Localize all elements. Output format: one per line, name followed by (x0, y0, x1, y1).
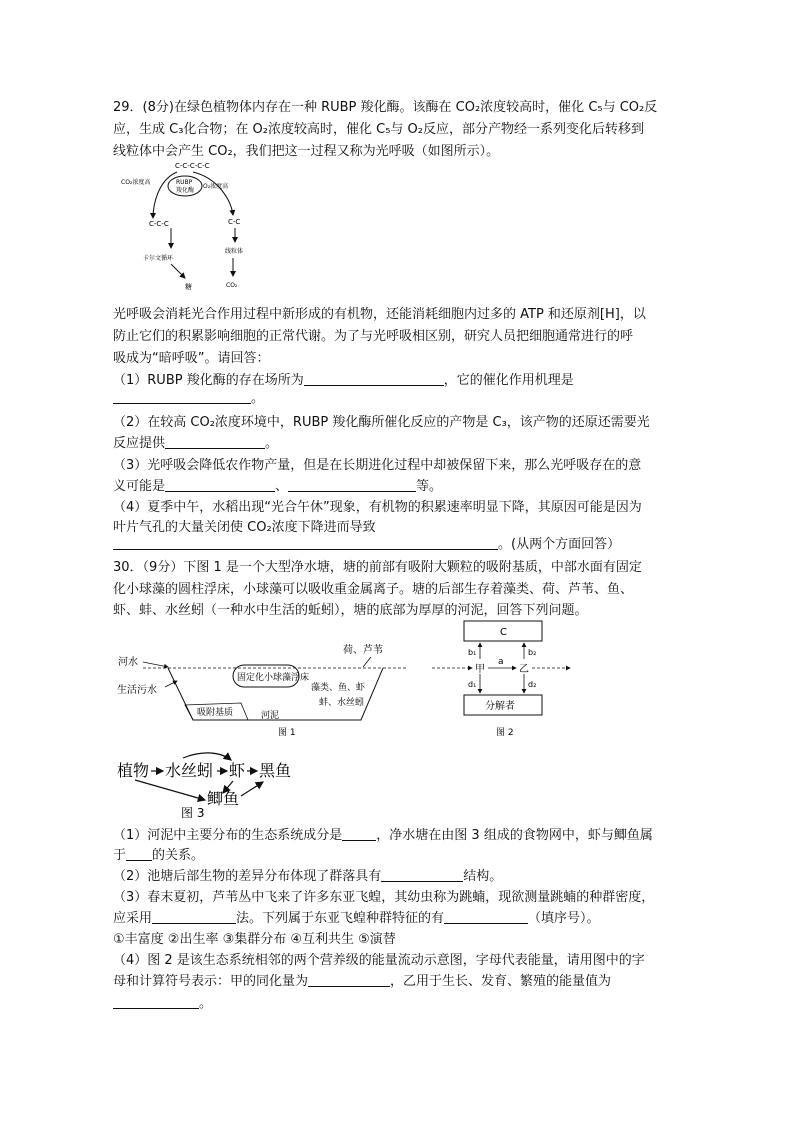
q30-sub3-line-2 (113, 909, 600, 929)
d2-label: d₂ (528, 680, 537, 689)
food-web-crucian: 鲫鱼 (207, 789, 240, 808)
q30-sub2-text-a: （2）池塘后部生物的差异分布体现了群落具有 (113, 869, 382, 884)
b1-label: b₁ (468, 648, 477, 657)
q29-sub3-text-b: 义可能是 (113, 479, 166, 494)
q29-answer-blank-3[interactable] (165, 435, 265, 449)
q29-answer-blank-5[interactable] (288, 478, 416, 492)
q30-answer-blank-3[interactable] (381, 868, 463, 882)
pond-diagram-fig1 (113, 635, 413, 740)
q30-sub2-text-b: 结构。 (463, 869, 503, 884)
q29-sub4-line-3 (113, 535, 620, 555)
food-web-blackfish: 黑鱼 (259, 761, 292, 780)
q30-sub4-text-d: 。 (199, 996, 213, 1011)
q30-sub1-text-b: ，净水塘在由图 3 组成的食物网中，虾与鲫鱼属 (376, 828, 653, 843)
q29-para-line-2: 防止它们的积累影响细胞的正常代谢。为了与光呼吸相区别，研究人员把细胞通常进行的呼 (113, 329, 634, 344)
c3-product-label: C-C-C (149, 220, 169, 228)
q29-answer-blank-4[interactable] (165, 478, 275, 492)
q30-sub4-line-2 (113, 972, 611, 992)
food-web-worm: 水丝蚓 (165, 761, 214, 780)
q30-answer-blank-4[interactable] (152, 910, 236, 924)
q30-sub4-text-b: 母和计算符号表示：甲的同化量为 (113, 974, 309, 989)
q29-answer-blank-6[interactable] (113, 536, 498, 550)
q30-intro-line-2: 化小球藻的圆柱浮床，小球藻可以吸收重金属离子。塘的后部生存着藻类、荷、芦苇、鱼、 (113, 582, 634, 597)
q30-sub2-line (113, 867, 502, 887)
q30-sub1-line-2 (113, 846, 204, 866)
q29-sub1-line-1 (113, 371, 574, 391)
organisms-label-1: 藻类、鱼、虾 (311, 683, 366, 693)
d1-label: d₁ (468, 680, 477, 689)
flow-a-label: a (498, 657, 504, 667)
river-water-label: 河水 (118, 657, 138, 668)
fig2-caption: 图 2 (496, 728, 514, 738)
q29-sub2-text-b: 反应提供 (113, 436, 166, 451)
q30-sub4-line-1: （4）图 2 是该生态系统相邻的两个营养级的能量流动示意图，字母代表能量，请用图中的字 (113, 953, 645, 968)
lotus-pointer (363, 657, 371, 667)
organisms-label-2: 蚌、水丝蚓 (319, 698, 365, 708)
q29-para-line-3: 吸成为“暗呼吸”。请回答： (113, 351, 270, 366)
float-bed-label: 固定化小球藻浮床 (237, 673, 310, 683)
energy-flow-diagram-fig2 (430, 617, 580, 740)
q29-sub3-text-c: 、 (275, 479, 289, 494)
q29-sub3-line-1: （3）光呼吸会降低农作物产量，但是在长期进化过程中却被保留下来，那么光呼吸存在的意 (113, 458, 642, 473)
q30-answer-blank-1[interactable] (342, 827, 376, 841)
mitochondria-label: 线粒体 (225, 248, 244, 255)
fig3-caption: 图 3 (181, 806, 205, 820)
q30-intro-line-1: 30．（9分）下图 1 是一个大型净水塘，塘的前部有吸附大颗粒的吸附基质，中部水面有固定 (113, 560, 642, 575)
rubp-substrate-label: C-C-C-C-C (175, 162, 210, 170)
rubp-enzyme-label-1: RUBP (176, 179, 193, 186)
q30-sub3-options: ①丰富度 ②出生率 ③集群分布 ④互利共生 ⑤演替 (113, 932, 396, 947)
plant-to-crucian-arrow (135, 780, 205, 800)
q30-sub1-text-d: 的关系。 (152, 848, 205, 863)
q29-sub2-line-1: （2）在较高 CO₂浓度环境中，RUBP 羧化酶所催化反应的产物是 C₃，该产物的还原还需要光 (113, 415, 650, 430)
c2-product-label: C-C (228, 218, 241, 226)
q29-intro-line-2: 应，生成 C₃化合物；在 O₂浓度较高时，催化 C₅与 O₂反应，部分产物经一系列变化后转移到 (113, 122, 644, 137)
yi-label: 乙 (519, 664, 529, 675)
q29-sub4-line-2: 叶片气孔的大量关闭使 CO₂浓度下降进而导致 (113, 520, 376, 535)
o2-high-label: O₂浓度高 (203, 183, 229, 190)
q29-sub3-line-2 (113, 477, 442, 497)
q30-sub3-line-1: （3）春末夏初，芦苇丛中飞来了许多东亚飞蝗，其幼虫称为跳蝻，现欲测量跳蝻的种群密度， (113, 890, 655, 905)
q30-sub1-text-a: （1）河泥中主要分布的生态系统成分是 (113, 828, 343, 843)
q29-answer-blank-2[interactable] (113, 390, 251, 404)
q29-sub1-line-2 (113, 389, 264, 409)
c-box-label: C (500, 627, 507, 638)
q29-intro-line-3: 线粒体中会产生 CO₂，我们把这一过程又称为光呼吸（如图所示）。 (113, 144, 500, 159)
calvin-cycle-label: 卡尔文循环 (143, 255, 174, 262)
food-web-plant: 植物 (117, 761, 150, 780)
q30-sub4-line-3 (113, 994, 212, 1014)
q29-sub2-text-c: 。 (265, 436, 279, 451)
q29-sub1-text-c: 。 (251, 391, 265, 406)
q29-intro-line-1: 29．(8分)在绿色植物体内存在一种 RUBP 羧化酶。该酶在 CO₂浓度较高时，催化 C₅与 CO₂反 (113, 100, 658, 115)
crucian-to-blackfish-arrow (241, 782, 263, 796)
jia-label: 甲 (475, 664, 485, 675)
q30-answer-blank-2[interactable] (126, 847, 152, 861)
fig1-caption: 图 1 (278, 728, 296, 738)
q29-sub3-text-d: 等。 (416, 479, 443, 494)
b2-label: b₂ (528, 648, 537, 657)
q30-answer-blank-6[interactable] (308, 973, 390, 987)
rubp-enzyme-label-2: 羧化酶 (176, 187, 195, 194)
q29-answer-blank-1[interactable] (304, 372, 444, 386)
sewage-label: 生活污水 (117, 685, 157, 696)
q29-sub4-line-1: （4）夏季中午，水稻出现“光合午休”现象，有机物的积累速率明显下降，其原因可能是因为 (113, 500, 642, 515)
lotus-reed-label: 荷、芦苇 (343, 645, 383, 656)
q29-sub2-line-2 (113, 434, 278, 454)
food-web-diagram-fig3 (113, 748, 333, 820)
adsorb-matrix-label: 吸附基质 (197, 708, 234, 718)
q30-sub3-text-b: 应采用 (113, 911, 153, 926)
arrow-to-sugar (171, 264, 185, 278)
q30-sub1-text-c: 于 (113, 848, 127, 863)
co2-high-label: CO₂浓度高 (121, 179, 151, 186)
q30-answer-blank-7[interactable] (113, 995, 199, 1009)
food-web-shrimp: 虾 (229, 761, 246, 780)
decomposer-label: 分解者 (485, 701, 515, 712)
q29-sub1-text-b: ，它的催化作用机理是 (443, 373, 574, 388)
q30-answer-blank-5[interactable] (444, 910, 528, 924)
sugar-label: 糖 (185, 283, 192, 291)
q30-sub1-line-1 (113, 826, 653, 846)
q29-para-line-1: 光呼吸会消耗光合作用过程中新形成的有机物，还能消耗细胞内过多的 ATP 和还原剂[H]，以 (113, 307, 646, 322)
arrow-to-c2 (193, 172, 233, 215)
river-water-arrow (143, 662, 168, 667)
photorespiration-diagram (113, 160, 273, 295)
q29-sub4-text-c: 。(从两个方面回答） (498, 537, 621, 552)
q29-sub1-text-a: （1）RUBP 羧化酶的存在场所为 (113, 373, 304, 388)
q30-sub4-text-c: ，乙用于生长、发育、繁殖的能量值为 (390, 974, 612, 989)
co2-output-label: CO₂ (226, 282, 238, 289)
q30-sub3-text-d: （填序号）。 (528, 911, 600, 926)
mud-label: 河泥 (261, 711, 280, 721)
plant-to-shrimp-curve-arrow (183, 753, 231, 760)
q30-sub3-text-c: 法。下列属于东亚飞蝗种群特征的有 (236, 911, 445, 926)
q30-intro-line-3: 虾、蚌、水丝蚓（一种水中生活的蚯蚓），塘的底部为厚厚的河泥，回答下列问题。 (113, 603, 588, 618)
